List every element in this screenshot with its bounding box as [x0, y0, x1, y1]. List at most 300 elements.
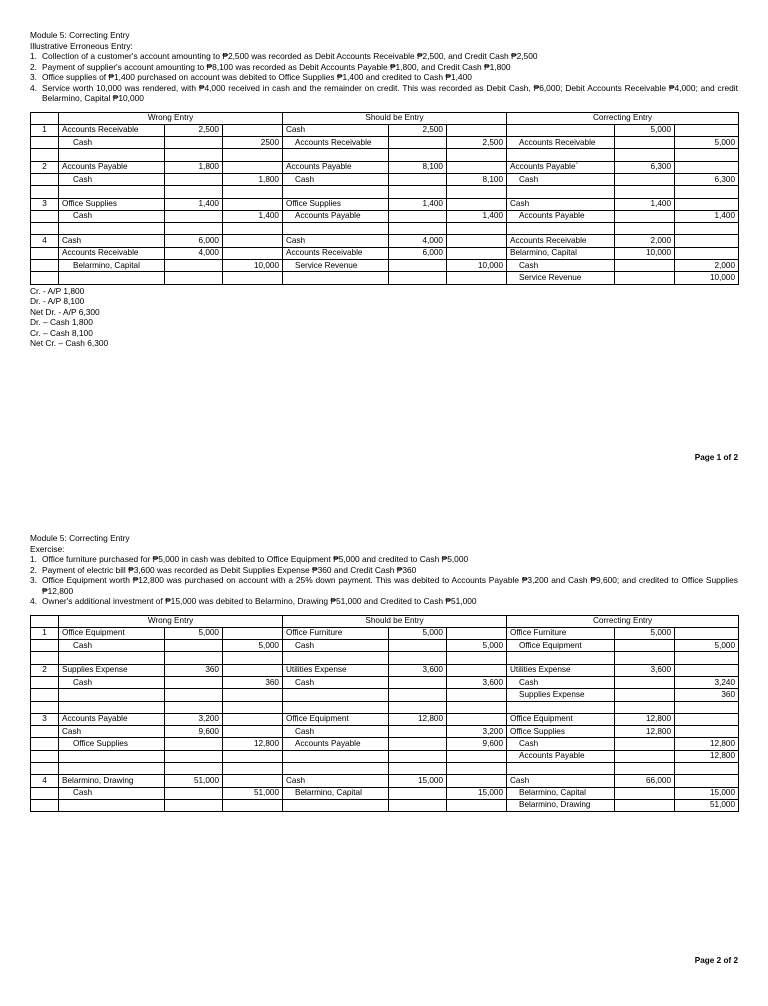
should-account-cell: Cash — [283, 640, 389, 652]
should-credit-cell — [447, 689, 507, 701]
correcting-credit-cell: 6,300 — [675, 173, 739, 185]
should-account-cell: Office Equipment — [283, 713, 389, 725]
should-debit-cell — [389, 137, 447, 149]
wrong-debit-cell — [165, 223, 223, 235]
page-2 — [30, 533, 738, 812]
wrong-credit-cell — [223, 799, 283, 811]
wrong-debit-cell: 4,000 — [165, 247, 223, 259]
correcting-debit-cell: 6,300 — [615, 161, 675, 173]
should-account-cell: Accounts Payable — [283, 210, 389, 222]
table-row — [31, 137, 739, 149]
correcting-credit-cell: 12,800 — [675, 750, 739, 762]
correcting-account-cell — [507, 701, 615, 713]
wrong-account-cell — [59, 689, 165, 701]
should-account-cell — [283, 652, 389, 664]
wrong-debit-cell — [165, 738, 223, 750]
table-row — [31, 198, 739, 210]
correcting-account-cell — [507, 149, 615, 161]
entry-number-cell — [31, 149, 59, 161]
wrong-debit-cell: 360 — [165, 664, 223, 676]
wrong-account-cell: Cash — [59, 173, 165, 185]
journal-table-body — [31, 124, 739, 284]
module-title: Module 5: Correcting Entry — [30, 30, 130, 40]
list-item-text: Payment of supplier's account amounting to ₱8,100 was recorded as Debit Accounts Payable ₱1,800, and Credit Cash ₱1,800 — [42, 61, 511, 72]
should-debit-cell — [389, 701, 447, 713]
header-blank — [31, 615, 59, 627]
note-line: Net Cr. – Cash 6,300 — [30, 338, 109, 349]
table-row — [31, 260, 739, 272]
list-item — [30, 62, 738, 73]
list-item-number: 1. — [30, 554, 37, 564]
wrong-account-cell — [59, 272, 165, 284]
wrong-debit-cell — [165, 799, 223, 811]
wrong-account-cell: Accounts Payable — [59, 713, 165, 725]
table-row — [31, 235, 739, 247]
note-line: Cr. - A/P 1,800 — [30, 285, 85, 296]
correcting-debit-cell — [615, 652, 675, 664]
should-credit-cell — [447, 664, 507, 676]
note-line: Net Dr. - A/P 6,300 — [30, 306, 100, 317]
wrong-credit-cell — [223, 223, 283, 235]
should-credit-cell: 1,400 — [447, 210, 507, 222]
correcting-credit-cell: 1,400 — [675, 210, 739, 222]
entry-number-cell: 3 — [31, 713, 59, 725]
should-account-cell — [283, 763, 389, 775]
should-debit-cell — [389, 652, 447, 664]
wrong-debit-cell — [165, 787, 223, 799]
correcting-credit-cell: 51,000 — [675, 799, 739, 811]
correcting-credit-cell — [675, 763, 739, 775]
table-row — [31, 701, 739, 713]
wrong-credit-cell: 51,000 — [223, 787, 283, 799]
wrong-debit-cell — [165, 186, 223, 198]
correcting-account-cell: Accounts Receivable — [507, 137, 615, 149]
wrong-debit-cell: 3,200 — [165, 713, 223, 725]
correcting-debit-cell: 66,000 — [615, 775, 675, 787]
should-credit-cell — [447, 247, 507, 259]
should-credit-cell — [447, 701, 507, 713]
should-credit-cell — [447, 223, 507, 235]
correcting-credit-cell — [675, 664, 739, 676]
should-debit-cell: 12,800 — [389, 713, 447, 725]
wrong-credit-cell: 1,400 — [223, 210, 283, 222]
wrong-account-cell: Accounts Receivable — [59, 124, 165, 136]
should-debit-cell — [389, 210, 447, 222]
should-debit-cell: 6,000 — [389, 247, 447, 259]
section-subtitle: Exercise: — [30, 543, 65, 554]
should-debit-cell — [389, 149, 447, 161]
should-account-cell — [283, 223, 389, 235]
should-credit-cell — [447, 763, 507, 775]
wrong-account-cell: Cash — [59, 137, 165, 149]
correcting-debit-cell — [615, 750, 675, 762]
list-item-text: Payment of electric bill ₱3,600 was recorded as Debit Supplies Expense ₱360 and Credit Cash ₱360 — [42, 564, 417, 575]
list-item-number: 2. — [30, 61, 37, 72]
correcting-credit-cell — [675, 235, 739, 247]
correcting-debit-cell — [615, 173, 675, 185]
wrong-debit-cell: 51,000 — [165, 775, 223, 787]
entry-number-cell — [31, 173, 59, 185]
correcting-credit-cell — [675, 627, 739, 639]
entry-number-cell — [31, 676, 59, 688]
correcting-credit-cell — [675, 186, 739, 198]
table-row — [31, 272, 739, 284]
exercise-journal-table — [30, 615, 739, 813]
should-debit-cell — [389, 763, 447, 775]
correcting-account-cell: Cash — [507, 260, 615, 272]
correcting-account-cell: Cash — [507, 738, 615, 750]
wrong-debit-cell — [165, 260, 223, 272]
wrong-account-cell: Accounts Payable — [59, 161, 165, 173]
correcting-debit-cell — [615, 787, 675, 799]
wrong-account-cell — [59, 701, 165, 713]
entry-number-cell — [31, 652, 59, 664]
table-row — [31, 738, 739, 750]
entry-number-cell: 1 — [31, 627, 59, 639]
wrong-credit-cell: 5,000 — [223, 640, 283, 652]
table-row — [31, 149, 739, 161]
correcting-debit-cell — [615, 210, 675, 222]
correcting-account-cell: Accounts Receivable — [507, 235, 615, 247]
should-debit-cell — [389, 799, 447, 811]
correcting-account-cell — [507, 223, 615, 235]
table-row — [31, 713, 739, 725]
list-item-number: 4. — [30, 82, 37, 93]
wrong-account-cell: Office Equipment — [59, 627, 165, 639]
should-account-cell — [283, 149, 389, 161]
entry-number-cell — [31, 689, 59, 701]
should-debit-cell — [389, 186, 447, 198]
correcting-account-cell — [507, 124, 615, 136]
correcting-account-cell: Office Equipment — [507, 713, 615, 725]
wrong-credit-cell — [223, 652, 283, 664]
correcting-debit-cell — [615, 272, 675, 284]
correcting-debit-cell — [615, 149, 675, 161]
computation-notes — [30, 286, 738, 349]
correcting-credit-cell — [675, 124, 739, 136]
wrong-account-cell: Cash — [59, 640, 165, 652]
should-account-cell — [283, 272, 389, 284]
wrong-debit-cell — [165, 763, 223, 775]
correcting-debit-cell: 12,800 — [615, 713, 675, 725]
wrong-debit-cell: 5,000 — [165, 627, 223, 639]
wrong-debit-cell — [165, 701, 223, 713]
wrong-account-cell: Accounts Receivable — [59, 247, 165, 259]
entry-number-cell: 4 — [31, 235, 59, 247]
correcting-debit-cell: 3,600 — [615, 664, 675, 676]
correcting-credit-cell — [675, 198, 739, 210]
wrong-credit-cell — [223, 149, 283, 161]
should-account-cell: Office Supplies — [283, 198, 389, 210]
list-item-text: Owner's additional investment of ₱15,000 was debited to Belarmino, Drawing ₱51,000 and Credited to Cash ₱51,000 — [42, 596, 477, 606]
list-item-number: 2. — [30, 564, 37, 575]
wrong-credit-cell — [223, 198, 283, 210]
wrong-account-cell: Office Supplies — [59, 198, 165, 210]
should-account-cell: Accounts Receivable — [283, 247, 389, 259]
list-item — [30, 575, 738, 596]
should-debit-cell — [389, 787, 447, 799]
wrong-credit-cell: 360 — [223, 676, 283, 688]
correcting-debit-cell: 2,000 — [615, 235, 675, 247]
list-item-text: Office Equipment worth ₱12,800 was purchased on account with a 25% down payment. This was debited to Accounts Payable ₱3,200 and Cash ₱9,600; and credited to Office Supplies ₱12,800 — [42, 575, 738, 596]
correcting-debit-cell: 12,800 — [615, 726, 675, 738]
table-row — [31, 689, 739, 701]
should-account-cell: Belarmino, Capital — [283, 787, 389, 799]
should-credit-cell — [447, 713, 507, 725]
should-credit-cell — [447, 161, 507, 173]
should-debit-cell — [389, 689, 447, 701]
correcting-account-cell: Cash — [507, 173, 615, 185]
should-account-cell: Accounts Payable — [283, 738, 389, 750]
wrong-credit-cell — [223, 186, 283, 198]
entry-number-cell: 2 — [31, 161, 59, 173]
wrong-account-cell — [59, 763, 165, 775]
should-debit-cell — [389, 738, 447, 750]
wrong-credit-cell: 10,000 — [223, 260, 283, 272]
correcting-account-cell — [507, 186, 615, 198]
should-debit-cell: 8,100 — [389, 161, 447, 173]
should-credit-cell: 9,600 — [447, 738, 507, 750]
should-debit-cell — [389, 272, 447, 284]
entry-number-cell — [31, 787, 59, 799]
correcting-account-cell: Service Revenue — [507, 272, 615, 284]
entry-number-cell — [31, 640, 59, 652]
wrong-credit-cell — [223, 689, 283, 701]
note-line: Dr. – Cash 1,800 — [30, 317, 93, 328]
entry-number-cell — [31, 137, 59, 149]
should-account-cell: Service Revenue — [283, 260, 389, 272]
correcting-credit-cell — [675, 652, 739, 664]
table-row — [31, 652, 739, 664]
should-account-cell: Cash — [283, 726, 389, 738]
list-item — [30, 51, 738, 62]
correcting-account-cell: Belarmino, Capital — [507, 247, 615, 259]
header-blank — [31, 112, 59, 124]
correcting-account-cell: Accounts Payable — [507, 210, 615, 222]
wrong-debit-cell: 1,400 — [165, 198, 223, 210]
should-debit-cell — [389, 676, 447, 688]
correcting-debit-cell — [615, 676, 675, 688]
should-debit-cell: 1,400 — [389, 198, 447, 210]
wrong-account-cell — [59, 750, 165, 762]
section-subtitle: Illustrative Erroneous Entry: — [30, 40, 133, 51]
correcting-debit-cell: 5,000 — [615, 124, 675, 136]
table-row — [31, 787, 739, 799]
wrong-debit-cell — [165, 652, 223, 664]
correcting-credit-cell: 5,000 — [675, 137, 739, 149]
should-account-cell: Cash — [283, 676, 389, 688]
wrong-credit-cell — [223, 161, 283, 173]
wrong-credit-cell: 12,800 — [223, 738, 283, 750]
wrong-credit-cell — [223, 235, 283, 247]
should-debit-cell: 4,000 — [389, 235, 447, 247]
wrong-debit-cell — [165, 272, 223, 284]
should-account-cell — [283, 799, 389, 811]
should-debit-cell — [389, 260, 447, 272]
should-credit-cell — [447, 198, 507, 210]
should-credit-cell — [447, 149, 507, 161]
wrong-account-cell — [59, 223, 165, 235]
wrong-debit-cell — [165, 210, 223, 222]
wrong-account-cell — [59, 799, 165, 811]
table-row — [31, 750, 739, 762]
correcting-account-cell: Utilities Expense — [507, 664, 615, 676]
wrong-account-cell: Belarmino, Drawing — [59, 775, 165, 787]
entry-number-cell — [31, 210, 59, 222]
should-credit-cell — [447, 186, 507, 198]
correcting-debit-cell — [615, 799, 675, 811]
note-line: Cr. – Cash 8,100 — [30, 327, 93, 338]
entry-number-cell — [31, 223, 59, 235]
correcting-credit-cell: 360 — [675, 689, 739, 701]
module-title: Module 5: Correcting Entry — [30, 533, 130, 543]
list-item-number: 3. — [30, 575, 37, 585]
correcting-credit-cell: 12,800 — [675, 738, 739, 750]
correcting-credit-cell — [675, 726, 739, 738]
list-item — [30, 72, 738, 83]
wrong-account-cell: Belarmino, Capital — [59, 260, 165, 272]
correcting-credit-cell — [675, 247, 739, 259]
entry-number-cell — [31, 260, 59, 272]
entry-number-cell — [31, 272, 59, 284]
correcting-account-cell: Cash — [507, 198, 615, 210]
wrong-account-cell — [59, 652, 165, 664]
wrong-credit-cell — [223, 713, 283, 725]
list-item-number: 1. — [30, 51, 37, 61]
should-account-cell — [283, 750, 389, 762]
entry-number-cell — [31, 738, 59, 750]
page-number-2: Page 2 of 2 — [694, 956, 738, 965]
wrong-debit-cell — [165, 676, 223, 688]
should-account-cell: Cash — [283, 775, 389, 787]
list-item-text: Collection of a customer's account amounting to ₱2,500 was recorded as Debit Accounts Receivable ₱2,500, and Credit Cash ₱2,500 — [42, 51, 538, 61]
wrong-debit-cell: 1,800 — [165, 161, 223, 173]
should-account-cell: Accounts Payable — [283, 161, 389, 173]
header-should-be-entry: Should be Entry — [283, 615, 507, 627]
entry-number-cell — [31, 799, 59, 811]
should-debit-cell — [389, 750, 447, 762]
wrong-account-cell: Cash — [59, 726, 165, 738]
should-debit-cell — [389, 173, 447, 185]
correcting-debit-cell: 10,000 — [615, 247, 675, 259]
should-account-cell: Cash — [283, 235, 389, 247]
wrong-account-cell: Cash — [59, 210, 165, 222]
header-wrong-entry: Wrong Entry — [59, 112, 283, 124]
list-item-number: 3. — [30, 72, 37, 82]
list-item — [30, 565, 738, 576]
correcting-credit-cell: 15,000 — [675, 787, 739, 799]
problem-list — [30, 51, 738, 104]
correcting-credit-cell: 5,000 — [675, 640, 739, 652]
correcting-account-cell — [507, 763, 615, 775]
should-credit-cell — [447, 272, 507, 284]
correcting-debit-cell — [615, 223, 675, 235]
should-credit-cell — [447, 124, 507, 136]
list-item — [30, 83, 738, 104]
table-row — [31, 223, 739, 235]
wrong-credit-cell — [223, 627, 283, 639]
should-credit-cell — [447, 235, 507, 247]
wrong-account-cell: Cash — [59, 787, 165, 799]
should-credit-cell: 3,600 — [447, 676, 507, 688]
table-row — [31, 763, 739, 775]
wrong-credit-cell — [223, 247, 283, 259]
entry-number-cell — [31, 186, 59, 198]
correcting-debit-cell — [615, 186, 675, 198]
should-credit-cell: 5,000 — [447, 640, 507, 652]
correcting-debit-cell — [615, 701, 675, 713]
table-row — [31, 161, 739, 173]
correcting-credit-cell — [675, 223, 739, 235]
should-debit-cell — [389, 223, 447, 235]
should-debit-cell: 5,000 — [389, 627, 447, 639]
correcting-credit-cell — [675, 149, 739, 161]
correcting-credit-cell — [675, 713, 739, 725]
should-account-cell — [283, 186, 389, 198]
wrong-account-cell: Cash — [59, 235, 165, 247]
note-line: Dr. - A/P 8,100 — [30, 296, 85, 307]
exercise-table-body — [31, 627, 739, 811]
list-item-text: Service worth 10,000 was rendered, with ₱4,000 received in cash and the remainder on credit. This was recorded as Debit Cash, ₱6,000; Debit Accounts Receivable ₱4,000; and credit Belarmino, Capital ₱10,000 — [42, 82, 738, 103]
wrong-debit-cell — [165, 173, 223, 185]
correcting-debit-cell: 1,400 — [615, 198, 675, 210]
wrong-credit-cell — [223, 272, 283, 284]
should-debit-cell — [389, 640, 447, 652]
entry-number-cell — [31, 247, 59, 259]
should-account-cell — [283, 689, 389, 701]
correcting-account-cell: Supplies Expense — [507, 689, 615, 701]
should-credit-cell — [447, 652, 507, 664]
wrong-debit-cell: 9,600 — [165, 726, 223, 738]
header-wrong-entry: Wrong Entry — [59, 615, 283, 627]
correcting-credit-cell — [675, 161, 739, 173]
table-row — [31, 186, 739, 198]
wrong-credit-cell — [223, 750, 283, 762]
entry-number-cell — [31, 701, 59, 713]
list-item-text: Office furniture purchased for ₱5,000 in cash was debited to Office Equipment ₱5,000 and credited to Cash ₱5,000 — [42, 554, 469, 564]
wrong-debit-cell — [165, 689, 223, 701]
should-debit-cell: 3,600 — [389, 664, 447, 676]
table-row — [31, 173, 739, 185]
entry-number-cell: 3 — [31, 198, 59, 210]
header-should-be-entry: Should be Entry — [283, 112, 507, 124]
table-row — [31, 726, 739, 738]
should-credit-cell: 2,500 — [447, 137, 507, 149]
table-row — [31, 676, 739, 688]
page-number-1: Page 1 of 2 — [694, 453, 738, 462]
should-debit-cell: 2,500 — [389, 124, 447, 136]
page-1 — [30, 30, 738, 349]
entry-number-cell — [31, 750, 59, 762]
correcting-account-cell: Belarmino, Drawing — [507, 799, 615, 811]
wrong-account-cell: Cash — [59, 676, 165, 688]
list-item — [30, 596, 738, 607]
correcting-credit-cell: 2,000 — [675, 260, 739, 272]
correcting-debit-cell: 5,000 — [615, 627, 675, 639]
entry-number-cell — [31, 726, 59, 738]
correcting-account-cell: Cash — [507, 676, 615, 688]
wrong-credit-cell — [223, 664, 283, 676]
journal-table — [30, 112, 739, 285]
should-debit-cell: 15,000 — [389, 775, 447, 787]
table-row — [31, 775, 739, 787]
should-account-cell: Utilities Expense — [283, 664, 389, 676]
header-correcting-entry: Correcting Entry — [507, 615, 739, 627]
table-row — [31, 124, 739, 136]
list-item — [30, 554, 738, 565]
should-credit-cell: 3,200 — [447, 726, 507, 738]
wrong-credit-cell — [223, 726, 283, 738]
